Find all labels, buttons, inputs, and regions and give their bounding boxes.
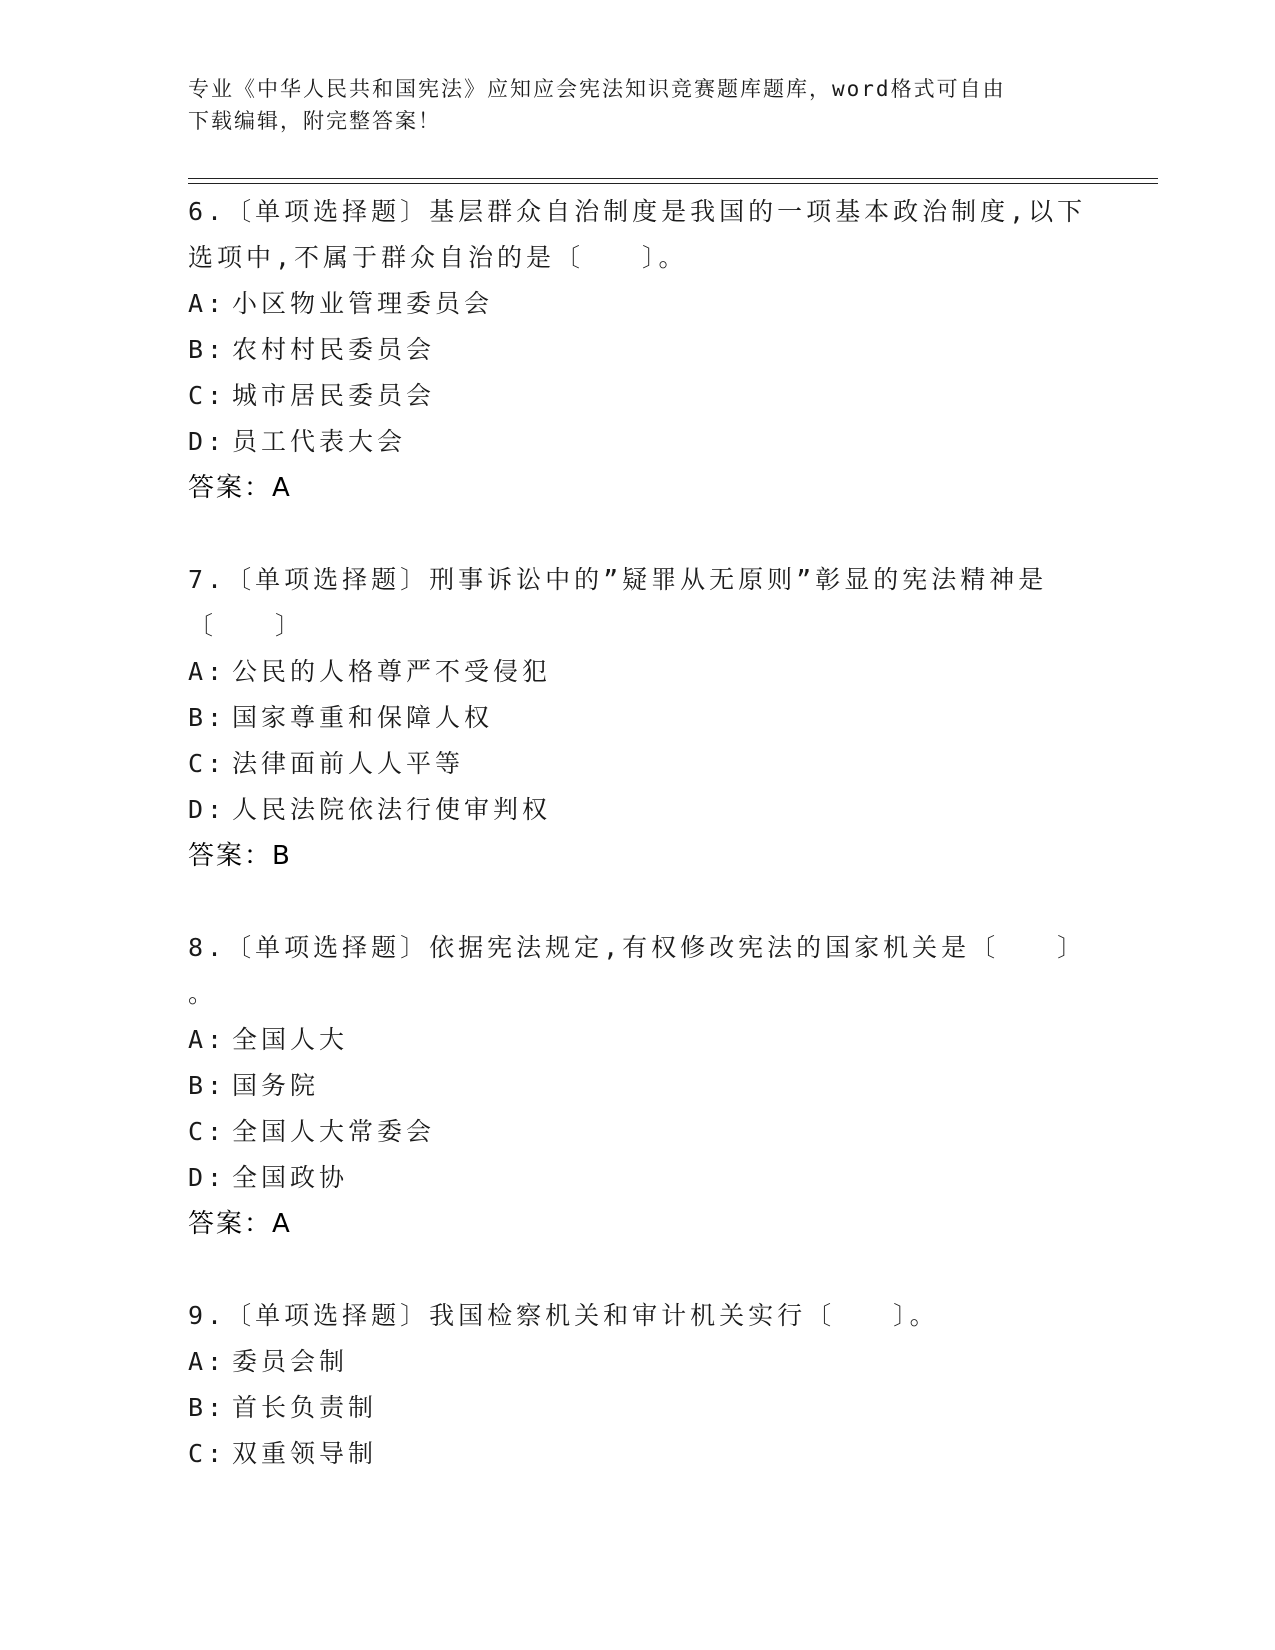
option-text: 委员会制: [232, 1347, 349, 1376]
option-text: 法律面前人人平等: [232, 749, 465, 778]
option-text: 公民的人格尊严不受侵犯: [232, 657, 552, 686]
answer-line: 答案：B: [188, 841, 292, 871]
option-c: [188, 373, 1088, 419]
option-label: B:: [188, 703, 227, 732]
option-c: [188, 741, 1088, 787]
option-label: C:: [188, 749, 227, 778]
intro-line-1: 专业《中华人民共和国宪法》应知应会宪法知识竞赛题库题库，word格式可自由: [188, 77, 1006, 101]
question-9: [188, 1293, 1088, 1477]
option-b: [188, 1385, 1088, 1431]
option-text: 人民法院依法行使审判权: [232, 795, 552, 824]
option-label: A:: [188, 1347, 227, 1376]
option-a: [188, 1017, 1088, 1063]
option-a: [188, 281, 1088, 327]
option-d: [188, 1155, 1088, 1201]
question-text-line: 〔 〕: [188, 611, 305, 640]
option-b: [188, 327, 1088, 373]
question-text-line: 9.〔单项选择题〕我国检察机关和审计机关实行〔 〕。: [188, 1301, 939, 1330]
option-label: A:: [188, 1025, 227, 1054]
intro-line-2: 下载编辑，附完整答案！: [188, 109, 441, 133]
option-d: [188, 787, 1088, 833]
option-label: B:: [188, 1393, 227, 1422]
option-text: 国务院: [232, 1071, 320, 1100]
question-text-line: 。: [188, 979, 218, 1008]
option-d: [188, 419, 1088, 465]
option-text: 全国人大: [232, 1025, 349, 1054]
option-text: 全国人大常委会: [232, 1117, 436, 1146]
option-b: [188, 695, 1088, 741]
option-label: D:: [188, 1163, 227, 1192]
header-divider-top: [188, 178, 1158, 179]
option-text: 小区物业管理委员会: [232, 289, 494, 318]
question-list: [188, 189, 1088, 1523]
option-c: [188, 1109, 1088, 1155]
option-text: 城市居民委员会: [232, 381, 436, 410]
question-text-line: 8.〔单项选择题〕依据宪法规定,有权修改宪法的国家机关是〔 〕: [188, 933, 1087, 962]
answer-line: 答案：A: [188, 1209, 292, 1239]
option-text: 国家尊重和保障人权: [232, 703, 494, 732]
option-text: 员工代表大会: [232, 427, 407, 456]
option-label: D:: [188, 427, 227, 456]
answer-line: 答案：A: [188, 473, 292, 503]
option-label: B:: [188, 335, 227, 364]
option-text: 双重领导制: [232, 1439, 378, 1468]
option-b: [188, 1063, 1088, 1109]
option-label: D:: [188, 795, 227, 824]
question-6: [188, 189, 1088, 511]
option-a: [188, 649, 1088, 695]
option-c: [188, 1431, 1088, 1477]
question-7: [188, 557, 1088, 879]
question-text-line: 选项中,不属于群众自治的是〔 〕。: [188, 243, 688, 272]
option-label: B:: [188, 1071, 227, 1100]
option-label: A:: [188, 657, 227, 686]
question-8: [188, 925, 1088, 1247]
header-divider-bottom: [188, 183, 1158, 184]
option-label: A:: [188, 289, 227, 318]
option-text: 农村村民委员会: [232, 335, 436, 364]
question-text-line: 7.〔单项选择题〕刑事诉讼中的”疑罪从无原则”彰显的宪法精神是: [188, 565, 1048, 594]
option-label: C:: [188, 1117, 227, 1146]
option-label: C:: [188, 1439, 227, 1468]
document-intro: [188, 73, 1088, 137]
option-a: [188, 1339, 1088, 1385]
option-label: C:: [188, 381, 227, 410]
question-text-line: 6.〔单项选择题〕基层群众自治制度是我国的一项基本政治制度,以下: [188, 197, 1087, 226]
option-text: 首长负责制: [232, 1393, 378, 1422]
option-text: 全国政协: [232, 1163, 349, 1192]
